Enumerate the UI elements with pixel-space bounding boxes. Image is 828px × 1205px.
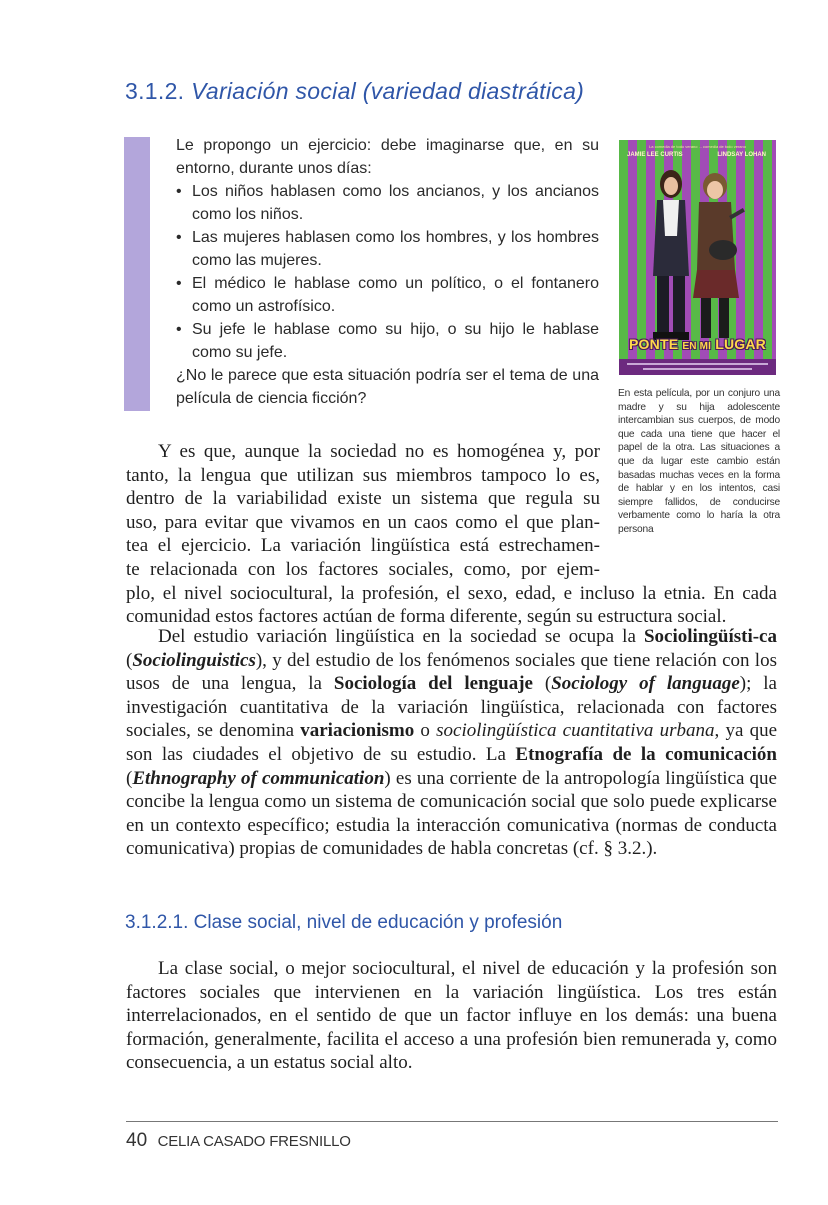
exercise-item: • Las mujeres hablasen como los hombres, y los hombres como las mujeres. xyxy=(176,229,599,269)
exercise-box xyxy=(176,135,599,410)
paragraph-1-line: tea el ejercicio. La variación lingüística está estrechamen- xyxy=(126,535,600,557)
paragraph-3: La clase social, o mejor sociocultural, el nivel de educación y la profesión son factores sociales que intervienen en la variación lingüística. Los tres están interrelacionados, en el sentido de que un factor influye en los demás: una buena formación, generalmente, facilita el acceso a una profesión bien remunerada y, como consecuencia, a un estatus social alto. xyxy=(126,958,777,1074)
term-sociolinguistica-cuantitativa: sociolingüística cuantitativa urbana xyxy=(436,720,715,742)
exercise-accent-bar xyxy=(124,137,150,411)
exercise-intro: Le propongo un ejercicio: debe imaginarse que, en su entorno, durante unos días: xyxy=(176,137,599,177)
poster-actor-right: LINDSAY LOHAN xyxy=(717,152,766,158)
term-sociology-of-language: Sociology of language xyxy=(551,673,740,695)
paragraph-1-line: comunidad estos factores actúan de forma diferente, según su estructura social. xyxy=(126,606,727,628)
subsection-title: Clase social, nivel de educación y profesión xyxy=(193,912,563,933)
bullet-icon: • xyxy=(176,183,182,200)
term-variacionismo: variacionismo xyxy=(300,720,415,742)
paragraph-1-wrapped xyxy=(126,440,600,558)
bullet-icon: • xyxy=(176,229,182,246)
term-ethnography: Ethnography of communication xyxy=(132,767,385,789)
paragraph-1-line: Y es que, aunque la sociedad no es homogénea y, por xyxy=(158,441,600,462)
exercise-item: • Su jefe le hablase como su hijo, o su hijo le hablase como su jefe. xyxy=(176,321,599,361)
paragraph-1-full xyxy=(126,558,777,629)
section-heading xyxy=(125,78,584,105)
subsection-number: 3.1.2.1. xyxy=(125,912,189,933)
movie-poster-image xyxy=(619,140,776,375)
footer-divider xyxy=(126,1121,778,1122)
term-sociologia-del-lenguaje: Sociología del lenguaje xyxy=(333,673,533,695)
term-etnografia: Etnografía de la comunicación xyxy=(515,743,777,765)
footer-author: CELIA CASADO FRESNILLO xyxy=(157,1133,351,1150)
paragraph-1-line: uso, para evitar que vivamos en un caos como el que plan- xyxy=(126,511,600,533)
poster-credits xyxy=(619,359,776,375)
paragraph-2: Del estudio variación lingüística en la sociedad se ocupa la Sociolingüísti-ca (Sociolinguistics), y del estudio de los fenómenos sociales que tiene relación con los usos de una lengua, la Sociología del lenguaje (Sociology of language); la investigación cuantitativa de la variación lingüística, relacionada con factores sociales, se denomina variacionismo o sociolingüística cuantitativa urbana, ya que son las ciudades el objetivo de su estudio. La Etnografía de la comunicación (Ethnography of communication) es una corriente de la antropología lingüística que concibe la lengua como un sistema de comunicación social que solo puede explicarse en un contexto específico; estudia la interacción comunicativa (normas de conducta comunicativa) propias de comunidades de habla concretas (cf. § 3.2.). xyxy=(126,626,778,860)
paragraph-1-line: plo, el nivel sociocultural, la profesión, el sexo, edad, e incluso la etnia. En cada xyxy=(126,582,777,604)
paragraph-1-line: te relacionada con los factores sociales, como, por ejem- xyxy=(126,559,600,580)
section-title: Variación social (variedad diastrática) xyxy=(191,78,585,104)
exercise-question: ¿No le parece que esta situación podría ser el tema de una película de ciencia ficción? xyxy=(176,367,599,407)
poster-figure-woman xyxy=(649,166,693,344)
paragraph-1-line: tanto, la lengua que utilizan sus miembros tampoco lo es, xyxy=(126,464,600,486)
bullet-icon: • xyxy=(176,321,182,338)
poster-title: PONTE EN MI LUGAR xyxy=(629,336,766,352)
exercise-list xyxy=(176,181,599,364)
bullet-icon: • xyxy=(176,275,182,292)
poster-figure-guitar xyxy=(689,170,747,344)
paragraph-1-line: dentro de la variabilidad existe un sistema que regula su xyxy=(126,488,600,510)
image-caption: En esta película, por un conjuro una madre y su hija adolescente intercambian sus cuerpos, de modo que cada una tiene que hacer el papel de la otra. Las situaciones a que da lugar este cambio están basadas muchas veces en la forma de hablar y en los intentos, casi siempre fallidos, de conducirse verbamente como lo haría la otra persona xyxy=(618,388,780,535)
poster-actor-left: JAMIE LEE CURTIS xyxy=(627,152,683,158)
exercise-item: • Los niños hablasen como los ancianos, y los ancianos como los niños. xyxy=(176,183,599,223)
page-footer xyxy=(126,1130,351,1152)
section-number: 3.1.2. xyxy=(125,78,185,104)
exercise-item: • El médico le hablase como un político, o el fontanero como un astrofísico. xyxy=(176,275,599,315)
term-sociolinguistics: Sociolinguistics xyxy=(132,649,256,671)
term-sociolinguistica: Sociolingüísti-ca xyxy=(643,626,777,647)
poster-tagline: La comedia de todo verano ... comedia de todo verano xyxy=(649,144,746,149)
page-number: 40 xyxy=(126,1130,148,1151)
subsection-heading xyxy=(125,912,562,934)
